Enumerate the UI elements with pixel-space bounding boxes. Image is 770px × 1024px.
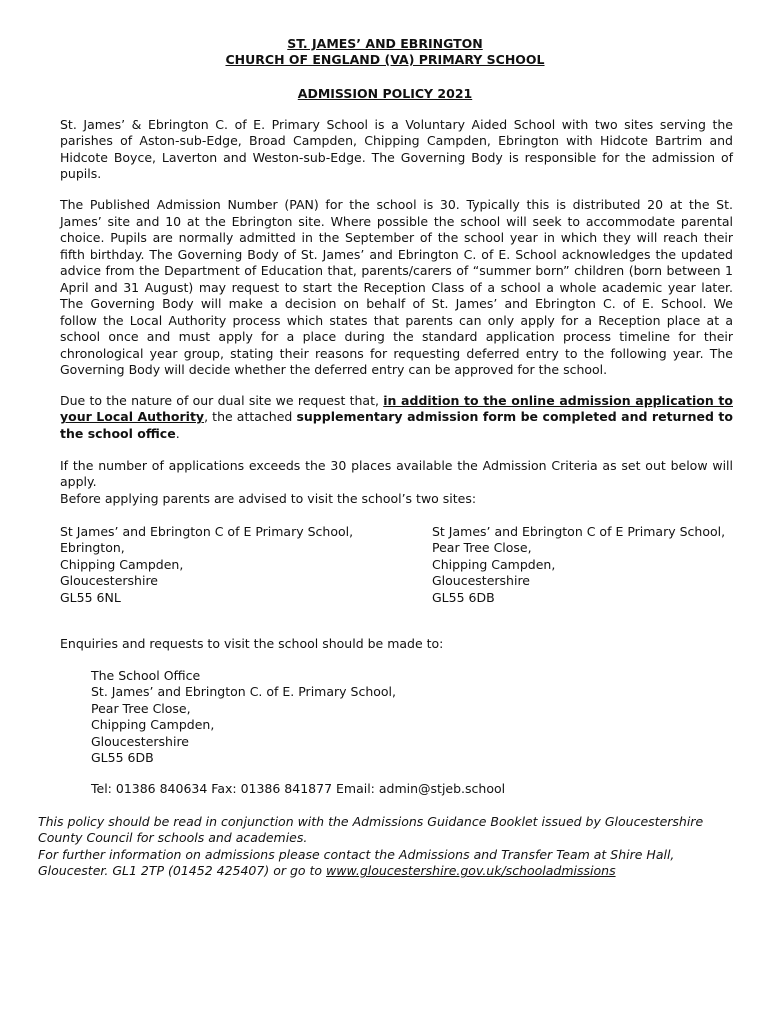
address-line: GL55 6DB	[432, 589, 495, 605]
pan-line: The Governing Body will make a decision on behalf of St. James’ and Ebrington C. of E. School. We	[60, 296, 733, 311]
address-line: Chipping Campden,	[432, 556, 556, 572]
school-office-address	[91, 668, 396, 766]
pan-line: April and 31 August) may request to start the Reception Class of a school a whole academic year later.	[60, 279, 733, 295]
visit-advice: Before applying parents are advised to visit the school’s two sites:	[60, 491, 477, 506]
address-line: Chipping Campden,	[60, 556, 184, 572]
admissions-link[interactable]: www.gloucestershire.gov.uk/schooladmissions	[326, 863, 616, 879]
address-line: GL55 6NL	[60, 589, 121, 605]
further-info-text: For further information on admissions please contact the Admissions and Transfer Team at Shire Hall, Gloucester. GL1 2TP (01452 425407) or go to	[38, 847, 675, 879]
address-line: Gloucestershire	[60, 573, 158, 589]
intro-paragraph: St. James’ & Ebrington C. of E. Primary School is a Voluntary Aided School with two sites serving the parishes of Aston-sub-Edge, Broad Campden, Chipping Campden, Ebrington with Hidcote Bartrim and Hidcote Boyce, Laverton and Weston-sub-Edge. The Governing Body is responsible for the admission of pupils.	[60, 117, 733, 182]
address-line: Ebrington,	[60, 540, 125, 556]
pan-line: follow the Local Authority process which states that parents can only apply for a Reception place at a	[60, 312, 733, 328]
st-james-site-address	[432, 524, 725, 606]
policy-title: ADMISSION POLICY 2021	[297, 86, 473, 101]
school-name-line2: CHURCH OF ENGLAND (VA) PRIMARY SCHOOL	[225, 52, 545, 67]
address-line: Gloucestershire	[432, 573, 530, 589]
address-line: St James’ and Ebrington C of E Primary School,	[60, 524, 354, 539]
contact-details: Tel: 01386 840634 Fax: 01386 841877 Email: admin@stjeb.school	[91, 781, 506, 796]
address-line: Pear Tree Close,	[432, 540, 532, 556]
ebrington-site-address	[60, 524, 353, 606]
supplementary-form-emphasis: supplementary admission form be completed and returned to the school office	[60, 409, 733, 441]
pan-paragraph	[60, 197, 733, 379]
pan-line: choice. Pupils are normally admitted in the September of the school year in which they will reach their	[60, 230, 733, 245]
pan-line: advice from the Department of Education that, parents/carers of “summer born” children (born between 1	[60, 263, 733, 278]
address-line: GL55 6DB	[91, 750, 154, 766]
dual-site-text: , the attached	[204, 409, 297, 425]
dual-site-paragraph	[60, 393, 733, 442]
pan-line: James’ site and 10 at the Ebrington site. Where possible the school will seek to accommodate parental	[60, 213, 733, 229]
pan-line: chronological year group, stating their reasons for requesting deferred entry to the following year. The	[60, 345, 733, 361]
address-line: St. James’ and Ebrington C. of E. Primary School,	[91, 684, 396, 700]
address-line: Pear Tree Close,	[91, 700, 191, 716]
pan-line: The Published Admission Number (PAN) for the school is 30. Typically this is distributed 20 at the St.	[60, 197, 733, 212]
pan-line: school once and must apply for a place during the standard application process timeline for their	[60, 329, 733, 344]
pan-line: Governing Body will decide whether the deferred entry can be approved for the school.	[60, 362, 608, 377]
school-name-line1: ST. JAMES’ AND EBRINGTON	[287, 36, 483, 51]
conjunction-note: This policy should be read in conjunction with the Admissions Guidance Booklet issued by Gloucestershire County Council for schools and academies.	[38, 814, 704, 846]
pan-line: fifth birthday. The Governing Body of St. James’ and Ebrington C. of E. School acknowledges the updated	[60, 246, 733, 262]
address-line: Chipping Campden,	[91, 717, 215, 733]
enquiries-intro: Enquiries and requests to visit the school should be made to:	[60, 636, 444, 651]
address-line: St James’ and Ebrington C of E Primary School,	[432, 524, 726, 539]
dual-site-text: .	[175, 425, 180, 441]
dual-site-text: Due to the nature of our dual site we request that,	[60, 393, 384, 408]
applications-paragraph: If the number of applications exceeds the 30 places available the Admission Criteria as set out below will apply.	[60, 458, 733, 490]
further-info-note	[38, 847, 738, 880]
address-line: The School Office	[91, 668, 201, 683]
address-line: Gloucestershire	[91, 733, 189, 749]
online-application-emphasis: in addition to the online admission application to your Local Authority	[60, 393, 733, 425]
